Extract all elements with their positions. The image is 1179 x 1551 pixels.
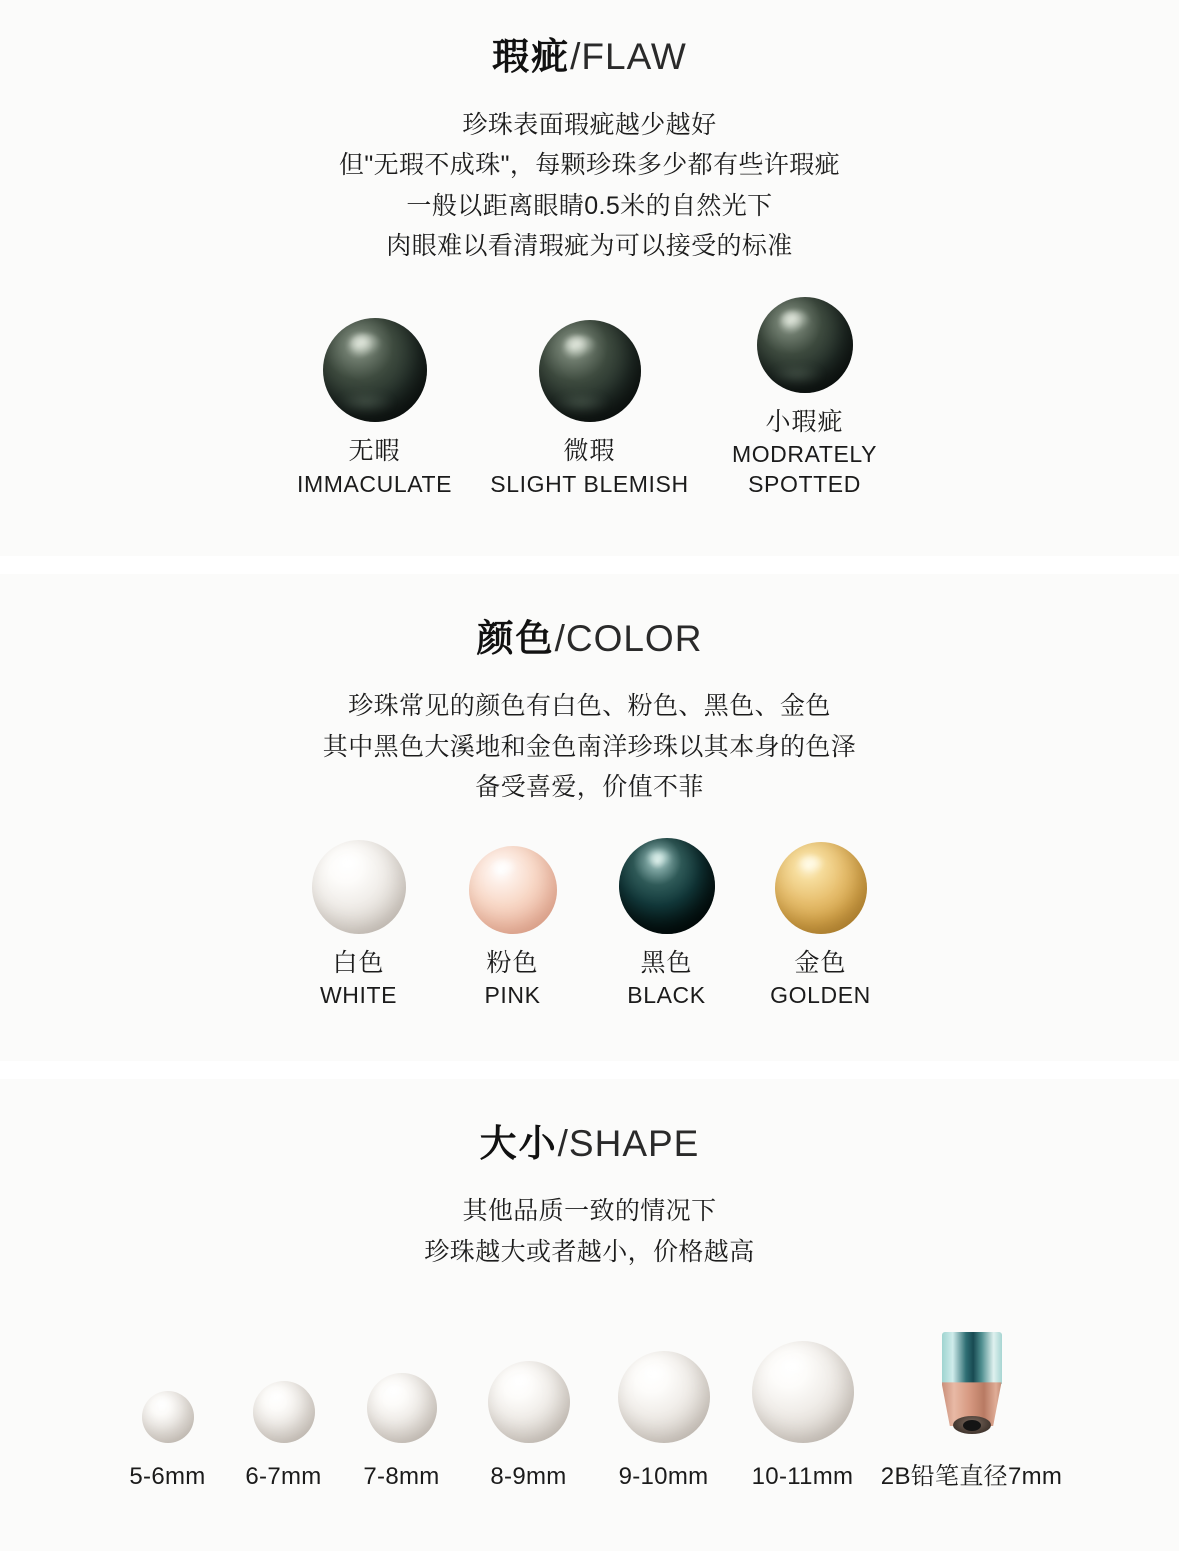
size-item-pencil-reference	[874, 1316, 1070, 1491]
size-sphere-wrap	[488, 1323, 570, 1443]
section-shape-heading-cn: 大小	[479, 1122, 558, 1164]
pearl-swatch-pink	[469, 846, 557, 934]
color-item-black	[590, 838, 744, 1011]
flaw-item-label-en: MODRATELY SPOTTED	[731, 440, 878, 497]
size-sphere-wrap	[253, 1323, 315, 1443]
flaw-item-label-cn: 无暇	[348, 437, 401, 466]
color-item-label-cn: 粉色	[486, 948, 539, 977]
size-item-10-11mm	[732, 1323, 874, 1491]
pencil-icon	[933, 1332, 1011, 1436]
section-shape-heading	[80, 1123, 1099, 1166]
color-item-label-en: BLACK	[627, 981, 706, 1008]
size-item-8-9mm	[462, 1323, 596, 1491]
pearl-swatch-white	[312, 840, 406, 934]
color-pearl-row	[80, 838, 1099, 1011]
flaw-item-label	[490, 436, 688, 499]
color-item-pink	[436, 846, 590, 1011]
section-flaw-heading-cn: 瑕疵	[492, 36, 571, 77]
flaw-item-label-cn: 微瑕	[563, 437, 616, 466]
section-color-heading	[80, 618, 1099, 661]
flaw-item-label	[697, 407, 912, 500]
flaw-item-label-cn: 小瑕疵	[765, 407, 844, 436]
description-line: 其中黑色大溪地和金色南洋珍珠以其本身的色泽	[322, 732, 857, 761]
pearl-swatch-immaculate	[323, 318, 427, 422]
pearl-swatch-black	[619, 838, 715, 934]
section-flaw-description	[80, 105, 1099, 267]
size-item-label: 7-8mm	[363, 1463, 440, 1491]
shape-size-row	[80, 1316, 1099, 1491]
color-item-label	[770, 948, 871, 1011]
size-item-label: 8-9mm	[490, 1463, 567, 1491]
size-item-label: 2B铅笔直径7mm	[880, 1463, 1063, 1491]
pencil-lead	[963, 1420, 981, 1431]
section-shape	[0, 1079, 1179, 1551]
color-item-label-en: GOLDEN	[770, 981, 871, 1008]
color-item-label	[320, 948, 397, 1011]
description-line: 其他品质一致的情况下	[462, 1197, 717, 1226]
size-item-9-10mm	[596, 1323, 732, 1491]
color-item-golden	[744, 842, 898, 1011]
flaw-item-slight-blemish	[482, 320, 697, 499]
size-item-5-6mm	[110, 1323, 226, 1491]
color-item-label	[484, 948, 540, 1011]
color-item-label-cn: 白色	[332, 948, 385, 977]
section-shape-description	[80, 1191, 1099, 1272]
flaw-pearl-row	[80, 297, 1099, 500]
size-item-7-8mm	[342, 1323, 462, 1491]
size-sphere-wrap	[618, 1323, 710, 1443]
pearl-swatch-7-8mm	[367, 1373, 437, 1443]
flaw-item-label-en: IMMACULATE	[296, 470, 453, 497]
section-flaw-heading-en: /FLAW	[570, 36, 687, 77]
flaw-item-moderately-spotted	[697, 297, 912, 500]
size-item-label: 6-7mm	[245, 1463, 322, 1491]
size-item-label: 5-6mm	[129, 1463, 206, 1491]
section-color-heading-en: /COLOR	[554, 617, 703, 659]
description-line: 一般以距离眼睛0.5米的自然光下	[406, 191, 773, 220]
description-line: 珍珠表面瑕疵越少越好	[462, 110, 717, 139]
section-flaw	[0, 0, 1179, 556]
pearl-swatch-9-10mm	[618, 1351, 710, 1443]
pearl-swatch-6-7mm	[253, 1381, 315, 1443]
flaw-item-label	[297, 436, 452, 499]
size-item-label: 9-10mm	[618, 1463, 709, 1491]
color-item-label	[627, 948, 705, 1011]
pearl-swatch-golden	[775, 842, 867, 934]
size-sphere-wrap	[752, 1323, 854, 1443]
pearl-swatch-moderately-spotted	[757, 297, 853, 393]
flaw-item-label-en: SLIGHT BLEMISH	[490, 470, 689, 497]
size-sphere-wrap	[933, 1316, 1011, 1436]
description-line: 肉眼难以看清瑕疵为可以接受的标准	[386, 232, 793, 261]
description-line: 珍珠越大或者越小，价格越高	[424, 1237, 755, 1266]
color-item-label-cn: 黑色	[640, 948, 693, 977]
section-shape-heading-en: /SHAPE	[557, 1122, 700, 1164]
section-color-heading-cn: 颜色	[476, 617, 555, 659]
color-item-label-en: PINK	[484, 981, 541, 1008]
description-line: 但"无瑕不成珠"，每颗珍珠多少都有些许瑕疵	[338, 151, 841, 180]
pearl-swatch-5-6mm	[142, 1391, 194, 1443]
color-item-label-en: WHITE	[319, 981, 398, 1008]
size-item-6-7mm	[226, 1323, 342, 1491]
pearl-swatch-10-11mm	[752, 1341, 854, 1443]
section-divider	[0, 1061, 1179, 1079]
size-item-label: 10-11mm	[751, 1463, 854, 1491]
section-color-description	[80, 686, 1099, 808]
pearl-swatch-8-9mm	[488, 1361, 570, 1443]
flaw-item-immaculate	[267, 318, 482, 499]
section-flaw-heading	[80, 36, 1099, 79]
section-divider	[0, 556, 1179, 574]
description-line: 珍珠常见的颜色有白色、粉色、黑色、金色	[348, 692, 831, 721]
size-sphere-wrap	[142, 1323, 194, 1443]
pencil-body	[942, 1332, 1002, 1384]
size-sphere-wrap	[367, 1323, 437, 1443]
color-item-white	[282, 840, 436, 1011]
description-line: 备受喜爱，价值不菲	[475, 773, 704, 802]
color-item-label-cn: 金色	[794, 948, 847, 977]
pearl-swatch-slight-blemish	[539, 320, 641, 422]
section-color	[0, 574, 1179, 1061]
